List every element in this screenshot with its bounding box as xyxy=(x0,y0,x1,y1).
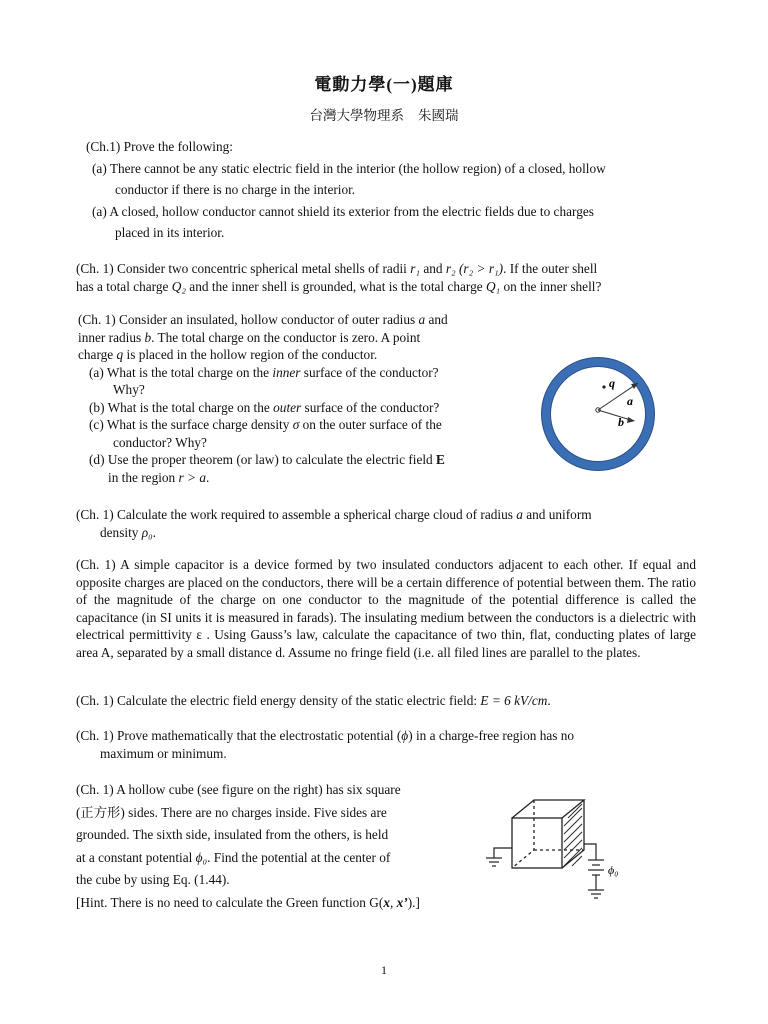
problem-3-line1: (Ch. 1) Consider an insulated, hollow conductor of outer radius xyxy=(78,312,419,327)
a-symbol-p4: a xyxy=(516,507,523,522)
problem-3-qd: (d) Use the proper theorem (or law) to calculate the electric field xyxy=(89,452,437,467)
problem-1-part-a-line1: (a) There cannot be any static electric field in the interior (the hollow region) of a closed, hollow xyxy=(92,160,606,176)
problem-3-line3: charge xyxy=(78,347,117,362)
hollow-cube-figure xyxy=(484,792,634,912)
problem-7-line1-end: ) in a charge-free region has no xyxy=(408,728,575,743)
problem-8-hint: [Hint. There is no need to calculate the Green function G( xyxy=(76,894,384,910)
problem-4-line1-end: and uniform xyxy=(522,507,592,522)
r-gt-a: r > a xyxy=(178,469,206,485)
cube-front-face xyxy=(512,818,562,868)
conductor-shell xyxy=(546,362,650,466)
problem-8 xyxy=(76,779,476,915)
radius-b-arrowhead xyxy=(627,417,635,423)
problem-8-hint-end: ).] xyxy=(407,894,420,910)
affiliation: 台灣大學物理系 xyxy=(309,108,404,123)
problem-3-qb: (b) What is the total charge on the xyxy=(89,399,274,415)
point-charge-dot xyxy=(602,385,605,388)
problem-1-part-b-line1: (a) A closed, hollow conductor cannot shield its exterior from the electric fields due to charges xyxy=(92,203,594,219)
cube-top-face xyxy=(512,800,584,818)
problem-3-qa-why: Why? xyxy=(113,382,145,397)
author-line xyxy=(0,104,768,124)
problem-4-line2-end: . xyxy=(152,524,157,540)
problem-2-line2-mid: and the inner shell is grounded, what is the total charge xyxy=(185,278,486,294)
page-number: 1 xyxy=(381,963,387,977)
problem-2-text: (Ch. 1) Consider two concentric spherical metal shells of radii xyxy=(76,261,411,276)
problem-3-qd-end: . xyxy=(205,469,210,485)
a-label: a xyxy=(627,394,633,408)
problem-3-qc-line2: conductor? Why? xyxy=(113,434,207,450)
problem-8-line4: at a constant potential xyxy=(76,849,196,865)
spherical-shell-figure xyxy=(538,354,658,474)
problem-3-line1-end: and xyxy=(425,312,448,327)
problem-3-qc: (c) What is the surface charge density xyxy=(89,417,293,432)
problem-2 xyxy=(76,260,696,295)
rho-symbol: ρ₀ xyxy=(141,524,153,540)
problem-3-qb-end: surface of the conductor? xyxy=(301,399,440,415)
problem-2-line2: has a total charge xyxy=(76,278,172,294)
problem-3-qa: (a) What is the total charge on the xyxy=(89,364,273,380)
problem-7 xyxy=(76,727,696,762)
phi-symbol: ϕ xyxy=(401,728,409,743)
problem-1-intro: (Ch.1) Prove the following: xyxy=(86,139,233,154)
problem-3 xyxy=(78,311,508,486)
problem-8-line3: grounded. The sixth side, insulated from the others, is held xyxy=(76,827,389,843)
Q1-symbol: Q₁ xyxy=(485,278,501,294)
problem-3-line3-end: is placed in the hollow region of the conductor. xyxy=(123,347,378,362)
problem-1 xyxy=(86,138,706,242)
problem-8-line4-end: . Find the potential at the center of xyxy=(207,849,391,865)
problem-5: (Ch. 1) A simple capacitor is a device formed by two insulated conductors adjacent to each other. If equal and opposite charges are placed on the conductors, there will be a certain difference of potential between them. The ratio of the magnitude of the charge on one conductor to the magnitude of the potential difference is called the capacitance (in SI units it is measured in farads). The insulating medium between the conductors is a dielectric with electrical permittivity ε . Using Gauss’s law, calculate the capacitance of two thin, flat, conducting plates of large area A, separated by a small distance d. Assume no fringe field (i.e. all filed lines are parallel to the plates. xyxy=(76,557,696,660)
problem-6 xyxy=(76,692,696,710)
problem-4-line1: (Ch. 1) Calculate the work required to assemble a spherical charge cloud of radius xyxy=(76,507,517,522)
phi0-label: ϕ₀ xyxy=(608,863,619,877)
insulated-side-hatching xyxy=(564,804,582,866)
inner-emphasis: inner xyxy=(272,364,301,380)
sigma-symbol: σ xyxy=(292,417,300,432)
author-name: 朱國瑞 xyxy=(418,108,459,123)
q-symbol: q xyxy=(116,347,124,362)
problem-6-text: (Ch. 1) Calculate the electric field energy density of the static electric field: xyxy=(76,693,481,708)
problem-3-line2-end: . The total charge on the conductor is zero. A point xyxy=(151,329,421,345)
r1-symbol: r₁ xyxy=(410,261,420,276)
problem-8-line2: (正方形) sides. There are no charges inside. Five sides are xyxy=(76,804,387,820)
phi0-symbol: ϕ₀ xyxy=(195,849,208,865)
ground-symbol-left xyxy=(486,848,512,866)
problem-7-line2: maximum or minimum. xyxy=(100,745,227,761)
x-vector: x xyxy=(383,894,390,910)
E-symbol: E xyxy=(436,452,445,467)
problem-2-and: and xyxy=(420,261,446,276)
battery-circuit xyxy=(584,844,604,898)
problem-8-line5: the cube by using Eq. (1.44). xyxy=(76,872,230,888)
problem-2-text-end: . If the outer shell xyxy=(503,261,598,276)
hint-comma: , xyxy=(389,894,397,910)
outer-emphasis: outer xyxy=(273,399,302,415)
a-symbol: a xyxy=(418,312,426,327)
b-symbol: b xyxy=(144,329,152,345)
q-label: q xyxy=(609,376,615,390)
problem-2-line2-end: on the inner shell? xyxy=(500,278,602,294)
cube-hidden-edges xyxy=(512,800,534,868)
page-title: 電動力學(一)題庫 xyxy=(314,75,454,94)
problem-3-qc-end: on the outer surface of the xyxy=(299,417,442,432)
problem-3-line2: inner radius xyxy=(78,329,145,345)
b-label: b xyxy=(618,415,624,429)
problem-1-part-b-line2: placed in its interior. xyxy=(115,225,225,240)
Q2-symbol: Q₂ xyxy=(171,278,186,294)
r2-condition: r₂ (r₂ > r₁) xyxy=(445,261,504,276)
shell-inner-edge xyxy=(551,367,646,462)
problem-1-part-a-line2: conductor if there is no charge in the interior. xyxy=(115,182,356,197)
problem-3-qa-end: surface of the conductor? xyxy=(300,364,439,380)
problem-7-line1: (Ch. 1) Prove mathematically that the electrostatic potential ( xyxy=(76,728,402,743)
field-value: E = 6 kV/cm xyxy=(480,693,548,708)
problem-4 xyxy=(76,506,696,541)
x-prime-vector: x’ xyxy=(396,894,408,910)
problem-3-qd-line2: in the region xyxy=(108,469,179,485)
problem-8-line1: (Ch. 1) A hollow cube (see figure on the right) has six square xyxy=(76,782,401,797)
problem-6-end: . xyxy=(547,693,551,708)
problem-4-line2: density xyxy=(100,524,142,540)
